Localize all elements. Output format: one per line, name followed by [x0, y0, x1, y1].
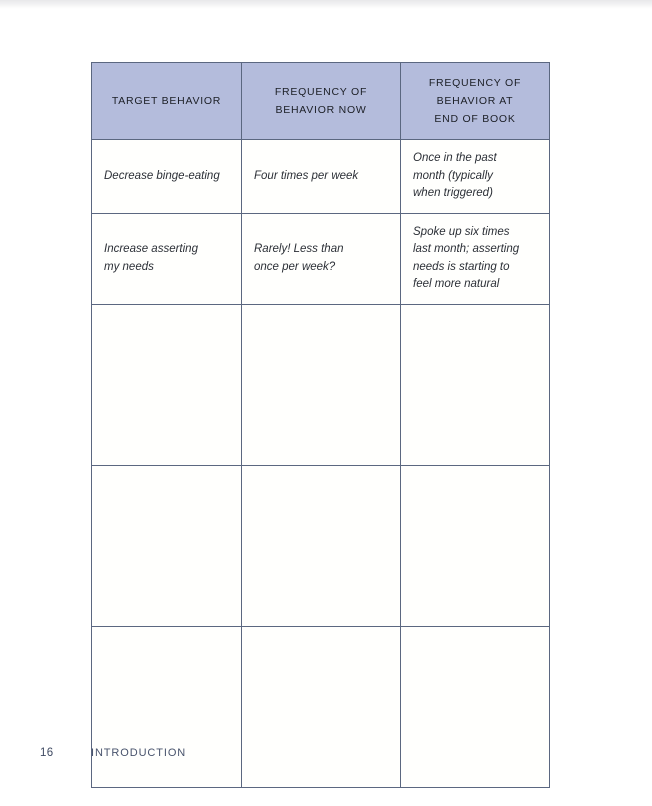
table-cell-line: Increase asserting — [104, 243, 198, 255]
table-cell-line: needs is starting to — [413, 260, 510, 273]
table-cell-line: Decrease binge-eating — [104, 169, 220, 182]
table-cell-line: my needs — [104, 260, 154, 273]
table-cell-empty[interactable] — [92, 304, 242, 465]
column-header-line: FREQUENCY OF — [428, 77, 522, 89]
table-header-row — [92, 63, 550, 140]
column-header-line: END OF BOOK — [434, 113, 516, 125]
table-row — [92, 140, 550, 214]
column-header-frequency-end — [401, 63, 550, 140]
column-header-line: TARGET BEHAVIOR — [111, 95, 222, 107]
column-header-line: BEHAVIOR AT — [436, 95, 514, 107]
column-header-line: BEHAVIOR NOW — [275, 104, 367, 116]
footer-page-number: 16 — [40, 747, 54, 759]
table-cell-empty[interactable] — [401, 465, 550, 626]
column-header-frequency-now — [242, 63, 401, 140]
table-cell-empty[interactable] — [401, 304, 550, 465]
table-cell-empty[interactable] — [92, 465, 242, 626]
column-header-target-behavior — [92, 63, 242, 140]
target-behavior-table — [91, 62, 550, 788]
table-cell-line: once per week? — [254, 260, 336, 273]
table-cell-line: feel more natural — [413, 278, 500, 290]
table-cell-line: Four times per week — [254, 169, 359, 182]
table-row — [92, 304, 550, 465]
column-header-line: FREQUENCY OF — [274, 86, 368, 98]
table-row — [92, 465, 550, 626]
table-cell-line: Spoke up six times — [413, 225, 510, 238]
table-cell-empty[interactable] — [242, 465, 401, 626]
table-cell-empty[interactable] — [242, 304, 401, 465]
table-cell[interactable] — [242, 213, 401, 304]
table-cell-line: last month; asserting — [413, 243, 520, 255]
page-footer — [0, 747, 652, 767]
table-cell-line: month (typically — [413, 169, 493, 182]
table-cell[interactable] — [242, 140, 401, 214]
table-cell[interactable] — [92, 140, 242, 214]
table-cell-line: when triggered) — [413, 187, 493, 199]
table-cell[interactable] — [401, 140, 550, 214]
footer-section-label: INTRODUCTION — [91, 747, 187, 759]
table-cell-line: Once in the past — [413, 152, 497, 164]
table-header — [92, 63, 550, 140]
table-cell[interactable] — [401, 213, 550, 304]
table-row — [92, 213, 550, 304]
table-cell-line: Rarely! Less than — [254, 243, 344, 255]
table-cell[interactable] — [92, 213, 242, 304]
table-body — [92, 140, 550, 788]
